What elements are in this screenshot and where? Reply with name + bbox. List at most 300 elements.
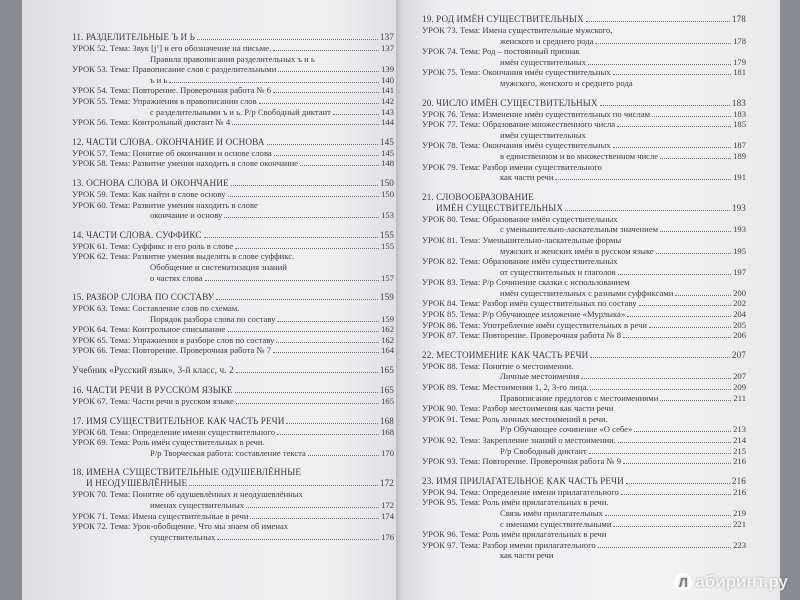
lesson-continuation-page-number: 219 bbox=[733, 507, 746, 518]
section-heading bbox=[72, 292, 394, 303]
lesson-continuation-page-number: 176 bbox=[381, 531, 394, 542]
lesson-entry-label: УРОК 58. Тема: Развитие умения находить в слове окончание bbox=[72, 158, 298, 169]
toc-section bbox=[72, 292, 394, 356]
lesson-continuation-page-number: 213 bbox=[733, 424, 746, 435]
lesson-entry-page-number: 148 bbox=[381, 158, 394, 169]
section-heading bbox=[72, 365, 394, 376]
lesson-entry bbox=[422, 46, 746, 57]
lesson-continuation bbox=[422, 78, 746, 89]
right-page bbox=[402, 0, 780, 600]
lesson-continuation-page-number: 193 bbox=[733, 224, 746, 235]
section-heading-page-number: 178 bbox=[731, 14, 746, 24]
section-heading bbox=[422, 98, 746, 109]
lesson-entry-page-number: 216 bbox=[733, 456, 746, 467]
section-heading bbox=[72, 385, 394, 396]
lesson-entry-page-number: 187 bbox=[733, 140, 746, 151]
section-heading bbox=[72, 137, 394, 148]
lesson-entry bbox=[72, 303, 394, 314]
lesson-continuation bbox=[422, 267, 746, 278]
lesson-continuation-page-number: 200 bbox=[733, 287, 746, 298]
lesson-entry-label: УРОК 67. Тема: Части речи в русском языке bbox=[72, 396, 234, 407]
lesson-continuation bbox=[422, 151, 746, 162]
lesson-entry-label: УРОК 96. Тема: Роль имён прилагательных в речи bbox=[422, 529, 607, 540]
lesson-entry-label: УРОК 78. Тема: Окончания имён существительных bbox=[422, 140, 611, 151]
dot-leader bbox=[588, 64, 731, 65]
lesson-entry bbox=[422, 119, 746, 130]
lesson-continuation-page-number: 197 bbox=[733, 266, 746, 277]
lesson-continuation bbox=[422, 246, 746, 257]
lesson-entry-label: УРОК 85. Тема: Р/р Обучающее изложение «Мурлыка» bbox=[422, 309, 626, 320]
section-heading-continued bbox=[72, 478, 394, 489]
dot-leader bbox=[232, 124, 379, 125]
toc-section bbox=[422, 192, 746, 341]
lesson-continuation-page-number: 172 bbox=[381, 500, 394, 511]
lesson-continuation-label: ъ и ь bbox=[150, 74, 168, 85]
lesson-entry bbox=[422, 497, 746, 508]
dot-leader bbox=[656, 253, 731, 254]
lesson-entry bbox=[422, 361, 746, 372]
lesson-continuation bbox=[422, 519, 746, 530]
lesson-entry-label: УРОК 63. Тема: Составление слов по схемам. bbox=[72, 303, 240, 314]
dot-leader bbox=[236, 372, 378, 373]
lesson-continuation-label: окончание и основу bbox=[150, 210, 223, 221]
lesson-entry-label: УРОК 89. Тема: Местоимения 1, 2, 3-го лица. bbox=[422, 382, 589, 393]
lesson-entry-page-number: 165 bbox=[381, 396, 394, 407]
lesson-entry bbox=[72, 396, 394, 407]
lesson-entry bbox=[72, 200, 394, 211]
section-heading bbox=[422, 192, 746, 203]
dot-leader bbox=[286, 423, 377, 424]
lesson-continuation-page-number: 170 bbox=[381, 447, 394, 458]
dot-leader bbox=[660, 400, 731, 401]
dot-leader bbox=[273, 50, 379, 51]
lesson-entry bbox=[72, 96, 394, 107]
lesson-entry-label: УРОК 80. Тема: Образование имён существительных bbox=[422, 213, 618, 224]
lesson-continuation bbox=[422, 550, 746, 561]
toc-section bbox=[72, 137, 394, 169]
lesson-entry-page-number: 183 bbox=[733, 108, 746, 119]
lesson-entry bbox=[72, 335, 394, 346]
lesson-continuation-label: Правописание предлогов с местоимениями bbox=[500, 392, 659, 403]
lesson-entry-page-number: 185 bbox=[733, 119, 746, 130]
dot-leader bbox=[590, 357, 730, 358]
section-heading-label: 17. ИМЯ СУЩЕСТВИТЕЛЬНОЕ КАК ЧАСТЬ РЕЧИ bbox=[72, 415, 285, 426]
dot-leader bbox=[267, 144, 378, 145]
lesson-continuation bbox=[72, 210, 394, 221]
lesson-continuation-page-number: 207 bbox=[733, 371, 746, 382]
dot-leader bbox=[228, 331, 380, 332]
lesson-entry bbox=[422, 320, 746, 331]
lesson-continuation-label: Обобщение и систематизация знаний bbox=[150, 261, 287, 272]
lesson-continuation bbox=[422, 446, 746, 457]
lesson-entry bbox=[72, 64, 394, 75]
watermark-text: абиринт.ру bbox=[695, 572, 788, 591]
lesson-entry-label: УРОК 70. Тема: Понятие об одушевлённых и неодушевлённых bbox=[72, 489, 303, 500]
toc-section bbox=[422, 476, 746, 561]
section-heading-page-number: 150 bbox=[379, 177, 394, 188]
lesson-continuation-label: именах существительных bbox=[150, 500, 245, 511]
toc-section bbox=[72, 365, 394, 376]
section-heading-continued-label: И НЕОДУШЕВЛЁННЫЕ bbox=[86, 478, 188, 489]
dot-leader bbox=[590, 389, 731, 390]
section-heading-label: Учебник «Русский язык», 3-й класс, ч. 2 bbox=[72, 365, 234, 376]
section-heading-label: 20. ЧИСЛО ИМЁН СУЩЕСТВИТЕЛЬНЫХ bbox=[422, 97, 598, 108]
lesson-entry-page-number: 142 bbox=[381, 95, 394, 106]
lesson-entry bbox=[422, 109, 746, 120]
lesson-continuation-page-number: 179 bbox=[733, 56, 746, 67]
section-heading-label: 15. РАЗБОР СЛОВА ПО СОСТАВУ bbox=[72, 292, 215, 303]
toc-section bbox=[72, 385, 394, 407]
lesson-entry-label: УРОК 62. Тема: Развитие умения выделять в слове суффикс. bbox=[72, 251, 295, 262]
lesson-entry-label: УРОК 65. Тема: Упражнения в разборе слов по составу bbox=[72, 334, 275, 345]
lesson-entry bbox=[422, 256, 746, 267]
section-heading-label: 11. РАЗДЕЛИТЕЛЬНЫЕ Ъ И Ь bbox=[72, 32, 196, 42]
lesson-entry-label: УРОК 93. Тема: Повторение. Проверочная работа № 9 bbox=[422, 456, 622, 467]
dot-leader bbox=[598, 547, 731, 548]
section-heading bbox=[72, 178, 394, 189]
lesson-entry-page-number: 141 bbox=[381, 85, 394, 96]
lesson-continuation-page-number: 159 bbox=[381, 313, 394, 324]
dot-leader bbox=[228, 196, 380, 197]
lesson-continuation bbox=[72, 75, 394, 86]
lesson-continuation bbox=[72, 500, 394, 511]
lesson-entry-label: УРОК 55. Тема: Упражнения в правописании слов bbox=[72, 95, 257, 106]
dot-leader bbox=[623, 337, 731, 338]
lesson-entry-page-number: 216 bbox=[733, 486, 746, 497]
lesson-entry-label: УРОК 54. Тема: Повторение. Проверочная работа № 6 bbox=[72, 85, 272, 96]
section-heading-page-number: 145 bbox=[379, 136, 394, 147]
lesson-entry-label: УРОК 69. Тема: Роль имён существительных в речи. bbox=[72, 437, 265, 448]
section-heading bbox=[422, 350, 746, 361]
dot-leader bbox=[589, 453, 731, 454]
lesson-entry bbox=[422, 25, 746, 36]
section-heading-page-number: 183 bbox=[731, 97, 746, 108]
lesson-continuation bbox=[72, 107, 394, 118]
lesson-entry bbox=[422, 382, 746, 393]
lesson-entry-page-number: 174 bbox=[381, 510, 394, 521]
dot-leader bbox=[273, 92, 379, 93]
lesson-continuation-page-number: 221 bbox=[733, 518, 746, 529]
lesson-entry-label: УРОК 84. Тема: Разбор имён существительных по составу bbox=[422, 298, 637, 309]
section-heading-label: 14. ЧАСТИ СЛОВА. СУФФИКС bbox=[72, 229, 202, 240]
lesson-entry-page-number: 144 bbox=[381, 117, 394, 128]
section-heading-label: 21. СЛОВООБРАЗОВАНИЕ bbox=[422, 191, 534, 202]
lesson-entry bbox=[422, 403, 746, 414]
section-heading bbox=[72, 230, 394, 241]
dot-leader bbox=[197, 39, 378, 40]
lesson-continuation-label: с разделительными ъ и ь. Р/р Свободный диктант bbox=[150, 106, 331, 117]
lesson-entry bbox=[72, 43, 394, 54]
lesson-continuation-label: женского и среднего рода bbox=[500, 35, 594, 46]
lesson-entry-label: УРОК 91. Тема: Роль личных местоимений в речи. bbox=[422, 413, 608, 424]
dot-leader bbox=[595, 43, 731, 44]
lesson-continuation-label: имён существительных bbox=[500, 129, 586, 140]
lesson-continuation-label: имён существительных bbox=[500, 56, 586, 67]
lesson-entry-label: УРОК 64. Тема: Контрольное списывание bbox=[72, 324, 226, 335]
lesson-continuation-label: Правила правописания разделительных ъ и ь bbox=[150, 53, 315, 64]
lesson-continuation-page-number: 189 bbox=[733, 150, 746, 161]
lesson-entry-label: УРОК 75. Тема: Окончания имён существительных bbox=[422, 67, 611, 78]
lesson-entry-page-number: 155 bbox=[381, 240, 394, 251]
lesson-continuation-page-number: 153 bbox=[381, 210, 394, 221]
section-heading-continued-label: ИМЁН СУЩЕСТВИТЕЛЬНЫХ bbox=[436, 202, 564, 213]
lesson-continuation-label: о частях слова bbox=[150, 272, 203, 283]
dot-leader bbox=[621, 494, 731, 495]
lesson-continuation-label: с именами существительными bbox=[500, 518, 612, 529]
lesson-entry-page-number: 162 bbox=[381, 324, 394, 335]
lesson-entry-label: УРОК 73. Тема: Имена существительные мужского, bbox=[422, 25, 613, 35]
lesson-entry-page-number: 206 bbox=[733, 330, 746, 341]
dot-leader bbox=[235, 248, 379, 249]
dot-leader bbox=[204, 237, 378, 238]
dot-leader bbox=[634, 431, 731, 432]
dot-leader bbox=[639, 305, 732, 306]
lesson-continuation bbox=[422, 130, 746, 141]
lesson-continuation-label: Порядок разбора слова по составу bbox=[150, 313, 276, 324]
lesson-entry bbox=[72, 345, 394, 356]
lesson-continuation bbox=[422, 288, 746, 299]
dot-leader bbox=[618, 442, 731, 443]
lesson-continuation bbox=[422, 393, 746, 404]
lesson-entry-label: УРОК 52. Тема: Звук [j’] и его обозначение на письме. bbox=[72, 43, 272, 53]
dot-leader bbox=[276, 342, 379, 343]
lesson-continuation-label: имён существительных с разными суффиксами bbox=[500, 287, 674, 298]
dot-leader bbox=[300, 165, 379, 166]
lesson-continuation-page-number: 157 bbox=[381, 272, 394, 283]
section-heading bbox=[422, 476, 746, 487]
lesson-entry-page-number: 137 bbox=[381, 43, 394, 53]
lesson-entry-label: УРОК 61. Тема: Суффикс и его роль в слове bbox=[72, 240, 234, 251]
lesson-continuation bbox=[72, 262, 394, 273]
lesson-entry-page-number: 202 bbox=[733, 298, 746, 309]
lesson-entry-page-number: 162 bbox=[381, 334, 394, 345]
dot-leader bbox=[216, 299, 378, 300]
toc-section bbox=[72, 416, 394, 459]
lesson-entry-label: УРОК 82. Тема: Образование имён существительных bbox=[422, 256, 618, 267]
dot-leader bbox=[250, 518, 379, 519]
dot-leader bbox=[555, 179, 731, 180]
dot-leader bbox=[278, 71, 379, 72]
lesson-continuation-label: Личные местоимения bbox=[500, 371, 580, 382]
lesson-continuation-label: Р/р Обучающее сочинение «О себе» bbox=[500, 424, 633, 435]
lesson-continuation-label: Р/р Творческая работа: составление текста bbox=[150, 447, 306, 458]
dot-leader bbox=[617, 126, 731, 127]
toc-section bbox=[422, 14, 746, 89]
lesson-entry bbox=[72, 189, 394, 200]
lesson-entry-page-number: 205 bbox=[733, 319, 746, 330]
dot-leader bbox=[224, 217, 379, 218]
lesson-entry-page-number: 204 bbox=[733, 309, 746, 320]
lesson-entry-label: УРОК 95. Тема: Роль имён прилагательных в речи. bbox=[422, 497, 609, 508]
lesson-continuation bbox=[422, 508, 746, 519]
lesson-entry bbox=[72, 85, 394, 96]
dot-leader bbox=[586, 21, 730, 22]
dot-leader bbox=[613, 74, 732, 75]
section-heading bbox=[72, 467, 394, 478]
section-heading-continued-page-number: 172 bbox=[379, 478, 394, 489]
lesson-continuation bbox=[422, 424, 746, 435]
lesson-continuation bbox=[422, 371, 746, 382]
section-heading-label: 12. ЧАСТИ СЛОВА. ОКОНЧАНИЕ И ОСНОВА bbox=[72, 136, 265, 147]
lesson-entry bbox=[422, 162, 746, 173]
lesson-entry bbox=[422, 309, 746, 320]
dot-leader bbox=[613, 526, 731, 527]
toc-section bbox=[422, 350, 746, 467]
lesson-entry bbox=[72, 241, 394, 252]
labirint-watermark bbox=[674, 572, 788, 592]
lesson-continuation-label: с уменьшительно-ласкательным значением bbox=[500, 224, 659, 235]
dot-leader bbox=[277, 434, 379, 435]
lesson-entry-page-number: 164 bbox=[381, 345, 394, 356]
lesson-entry-page-number: 145 bbox=[381, 147, 394, 158]
lesson-entry-label: УРОК 92. Тема: Закрепление знаний о местоимении. bbox=[422, 435, 616, 445]
lesson-continuation-label: Связь имён прилагательных bbox=[500, 507, 603, 518]
lesson-entry-label: УРОК 57. Тема: Понятие об окончании и основе слова bbox=[72, 147, 272, 158]
section-heading-page-number: 137 bbox=[379, 32, 394, 42]
dot-leader bbox=[652, 116, 731, 117]
lesson-entry-label: УРОК 87. Тема: Повторение. Проверочная работа № 8 bbox=[422, 330, 622, 341]
lesson-entry bbox=[422, 214, 746, 225]
lesson-entry-label: УРОК 71. Тема: Имена существительные в речи bbox=[72, 510, 249, 521]
dot-leader bbox=[273, 352, 379, 353]
section-heading bbox=[422, 14, 746, 25]
dot-leader bbox=[600, 105, 730, 106]
dot-leader bbox=[660, 231, 731, 232]
lesson-entry-label: УРОК 83. Тема: Р/р Сочинение сказки с использованием bbox=[422, 277, 630, 288]
dot-leader bbox=[333, 114, 379, 115]
lesson-entry-label: УРОК 72. Тема: Урок-обобщение. Что мы знаем об именах bbox=[72, 521, 289, 532]
lesson-entry-label: УРОК 59. Тема: Как найти в слове основу bbox=[72, 188, 226, 199]
lesson-continuation-page-number: 140 bbox=[381, 74, 394, 85]
lesson-entry bbox=[72, 489, 394, 500]
dot-leader bbox=[649, 327, 731, 328]
dot-leader bbox=[308, 455, 379, 456]
dot-leader bbox=[277, 321, 379, 322]
lesson-entry-page-number: 150 bbox=[381, 188, 394, 199]
dot-leader bbox=[236, 403, 379, 404]
lesson-entry-label: УРОК 81. Тема: Уменьшительно-ласкательные формы bbox=[422, 234, 622, 245]
lesson-continuation bbox=[72, 273, 394, 284]
lesson-entry bbox=[422, 435, 746, 446]
section-heading-page-number: 216 bbox=[731, 475, 746, 486]
dot-leader bbox=[626, 483, 730, 484]
lesson-continuation bbox=[422, 36, 746, 47]
lesson-continuation bbox=[422, 57, 746, 68]
lesson-entry bbox=[422, 487, 746, 498]
lesson-entry bbox=[422, 529, 746, 540]
lesson-entry bbox=[422, 330, 746, 341]
lesson-entry-label: УРОК 60. Тема: Развитие умения находить в слове bbox=[72, 199, 258, 210]
dot-leader bbox=[217, 539, 379, 540]
lesson-entry bbox=[72, 511, 394, 522]
lesson-entry-label: УРОК 94. Тема: Определение имени прилагательного bbox=[422, 486, 619, 497]
section-heading-label: 23. ИМЯ ПРИЛАГАТЕЛЬНОЕ КАК ЧАСТЬ РЕЧИ bbox=[422, 475, 624, 486]
dot-leader bbox=[189, 485, 378, 486]
lesson-entry-label: УРОК 97. Тема: Разбор имени прилагательного bbox=[422, 539, 596, 550]
lesson-entry-label: УРОК 56. Тема: Контрольный диктант № 4 bbox=[72, 117, 231, 128]
lesson-continuation bbox=[72, 532, 394, 543]
dot-leader bbox=[581, 378, 731, 379]
lesson-entry-label: УРОК 53. Тема: Правописание слов с разделительными bbox=[72, 64, 277, 75]
lesson-entry-label: УРОК 90. Тема: Разбор местоимения как части речи bbox=[422, 403, 614, 414]
lesson-entry bbox=[72, 251, 394, 262]
lesson-continuation-page-number: 178 bbox=[733, 35, 746, 46]
dot-leader bbox=[605, 515, 731, 516]
lesson-entry bbox=[72, 148, 394, 159]
lesson-continuation-label: мужского, женского и среднего рода bbox=[500, 77, 633, 88]
section-heading-page-number: 159 bbox=[379, 292, 394, 303]
section-heading bbox=[72, 32, 394, 43]
lesson-entry bbox=[422, 140, 746, 151]
lesson-entry-label: УРОК 86. Тема: Употребление имён существительных в речи bbox=[422, 319, 648, 330]
lesson-continuation-label: мужских и женских имён в русском языке bbox=[500, 245, 654, 256]
lesson-entry-page-number: 223 bbox=[733, 539, 746, 550]
lesson-entry bbox=[72, 324, 394, 335]
dot-leader bbox=[274, 155, 379, 156]
lesson-continuation bbox=[72, 314, 394, 325]
lesson-entry bbox=[72, 158, 394, 169]
lesson-continuation-page-number: 195 bbox=[733, 245, 746, 256]
dot-leader bbox=[169, 82, 379, 83]
lesson-entry bbox=[72, 117, 394, 128]
lesson-continuation-label: как части речи bbox=[500, 550, 554, 561]
lesson-entry-page-number: 209 bbox=[733, 382, 746, 393]
dot-leader bbox=[618, 274, 731, 275]
section-heading-label: 18. ИМЕНА СУЩЕСТВИТЕЛЬНЫЕ ОДУШЕВЛЁННЫЕ bbox=[72, 467, 302, 478]
toc-section bbox=[72, 467, 394, 542]
lesson-entry bbox=[422, 235, 746, 246]
lesson-continuation-page-number: 215 bbox=[733, 445, 746, 456]
toc-section bbox=[72, 178, 394, 221]
lesson-continuation-label: как части речи bbox=[500, 172, 554, 183]
dot-leader bbox=[613, 147, 732, 148]
lesson-continuation-label: в единственном и во множественном числе bbox=[500, 150, 659, 161]
dot-leader bbox=[627, 316, 731, 317]
lesson-continuation bbox=[72, 54, 394, 65]
lesson-entry bbox=[72, 427, 394, 438]
dot-leader bbox=[246, 507, 379, 508]
section-heading-label: 19. РОД ИМЁН СУЩЕСТВИТЕЛЬНЫХ bbox=[422, 14, 584, 24]
lesson-continuation-page-number: 191 bbox=[733, 172, 746, 183]
section-heading-label: 13. ОСНОВА СЛОВА И ОКОНЧАНИЕ bbox=[72, 177, 229, 188]
lesson-entry-page-number: 168 bbox=[381, 426, 394, 437]
lesson-continuation bbox=[72, 448, 394, 459]
toc-section bbox=[422, 98, 746, 183]
lesson-entry-label: УРОК 66. Тема: Повторение. Проверочная работа № 7 bbox=[72, 345, 272, 356]
dot-leader bbox=[623, 463, 731, 464]
dot-leader bbox=[565, 210, 730, 211]
lesson-continuation-label: от существительных и глаголов bbox=[500, 266, 616, 277]
lesson-entry bbox=[72, 437, 394, 448]
lesson-entry-label: УРОК 77. Тема: Образование множественного числа bbox=[422, 119, 616, 130]
lesson-continuation-label: Р/р Свободный диктант bbox=[500, 445, 587, 456]
section-heading-continued bbox=[422, 203, 746, 214]
lesson-entry bbox=[422, 414, 746, 425]
dot-leader bbox=[259, 103, 379, 104]
section-heading bbox=[72, 416, 394, 427]
lesson-continuation-page-number: 211 bbox=[733, 392, 746, 403]
lesson-entry bbox=[422, 456, 746, 467]
dot-leader bbox=[231, 185, 378, 186]
dot-leader bbox=[660, 158, 731, 159]
lesson-entry-page-number: 139 bbox=[381, 64, 394, 75]
toc-section bbox=[72, 230, 394, 283]
lesson-entry-label: УРОК 74. Тема: Род – постоянный признак bbox=[422, 46, 580, 57]
dot-leader bbox=[205, 280, 380, 281]
lesson-continuation-page-number: 143 bbox=[381, 106, 394, 117]
lesson-entry-label: УРОК 68. Тема: Определение имени существительного bbox=[72, 426, 276, 437]
labirint-logo-icon: Л bbox=[674, 573, 692, 591]
